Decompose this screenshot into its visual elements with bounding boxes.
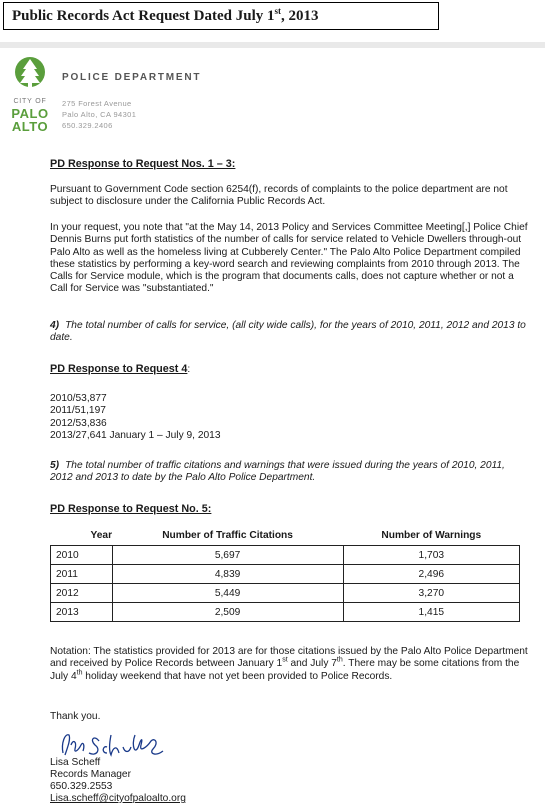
cell-year: 2010 [51,546,113,565]
request-4-text [50,320,530,345]
department-phone: 650.329.2406 [62,121,113,130]
notation-part-2: and July 7 [287,658,337,670]
col-year: Year [90,530,113,541]
cell-warnings: 3,270 [343,584,519,603]
heading-request-4 [50,363,530,376]
thank-you: Thank you. [50,711,101,722]
request-5-text [50,460,530,485]
calls-2011: 2011/51,197 [50,405,106,417]
notation-paragraph [50,646,530,683]
department-address [62,98,136,131]
cell-warnings: 1,415 [343,603,519,622]
document-title [3,2,439,30]
heading-request-5: PD Response to Request No. 5: [50,503,212,515]
calls-list [50,393,530,442]
cell-year: 2012 [51,584,113,603]
cell-citations: 5,449 [112,584,343,603]
address-line-2: Palo Alto, CA 94301 [62,110,137,119]
cell-warnings: 1,703 [343,546,519,565]
request-5-body: The total number of traffic citations and warnings that were issued during the years of 2010, 2011, 2012 and 2013 to date by the Palo Alto Police Department. [50,460,505,484]
logo-alto: ALTO [11,119,49,134]
cell-year: 2013 [51,603,113,622]
table-header-row [51,528,520,546]
header-band [0,42,545,48]
col-warnings: Number of Warnings [381,530,482,541]
paragraph-statistics: In your request, you note that "at the May 14, 2013 Policy and Services Committee Meeting[,] Police Chief Dennis Burns put forth statistics of the number of calls for service related to Vehicle Dwellers through-out Palo Alto as well as the homeless living at Cubberely Center." The Palo Alto Police Department compiled these statistics by performing a key-word search and reviewing complaints from 2010 through 2013. The Calls for Service module, which is the program that documents calls, does not capture whether or not a Call for Service was "substantiated." [50,222,528,295]
table-row [51,603,520,622]
logo-palo: PALO [11,106,49,121]
notation-part-4: holiday weekend that have not yet been provided to Police Records. [82,670,393,682]
calls-2012: 2012/53,836 [50,417,107,429]
notation-sup-2: th [336,656,343,664]
title-superscript: st [274,6,281,16]
notation-sup-3: th [76,669,83,677]
heading-request-1-3: PD Response to Request Nos. 1 – 3: [50,158,236,170]
cell-citations: 2,509 [112,603,343,622]
citations-table [50,528,520,622]
title-text: Public Records Act Request Dated July 1 [12,8,275,24]
signature-image [55,727,195,761]
city-logo [6,55,54,137]
request-4-number: 4) [50,320,60,331]
heading-request-4-text: PD Response to Request 4 [50,363,188,375]
notation-sup-1: st [282,656,288,664]
table-row [51,546,520,565]
address-line-1: 275 Forest Avenue [62,99,132,108]
request-5-number: 5) [50,460,60,471]
cell-warnings: 2,496 [343,565,519,584]
department-name: POLICE DEPARTMENT [62,72,202,83]
cell-citations: 5,697 [112,546,343,565]
cell-citations: 4,839 [112,565,343,584]
signer-email-link[interactable]: Lisa.scheff@cityofpaloalto.org [50,793,186,804]
signature-block [50,757,530,805]
notation-part-1: Notation: The statistics provided for 2013 are for those citations issued by the Palo Alto Police Department and received by Police Records between January 1 [50,646,528,670]
logo-city-of: CITY OF [13,98,47,105]
request-4-body: The total number of calls for service, (all city wide calls), for the years of 2010, 2011, 2012 and 2013 to date. [50,320,526,344]
table-row [51,584,520,603]
heading-request-4-colon: : [187,364,191,375]
cell-year: 2011 [51,565,113,584]
calls-2013: 2013/27,641 January 1 – July 9, 2013 [50,429,221,441]
signer-title: Records Manager [50,769,131,780]
signer-phone: 650.329.2553 [50,781,113,792]
calls-2010: 2010/53,877 [50,393,107,404]
title-date-end: , 2013 [281,8,319,24]
paragraph-gov-code: Pursuant to Government Code section 6254(f), records of complaints to the police department are not subject to disclosure under the California Public Records Act. [50,184,508,208]
signer-name: Lisa Scheff [50,757,101,768]
table-row [51,565,520,584]
notation-part-3: . There may be some citations from the July 4 [50,658,520,682]
col-citations: Number of Traffic Citations [162,530,293,541]
